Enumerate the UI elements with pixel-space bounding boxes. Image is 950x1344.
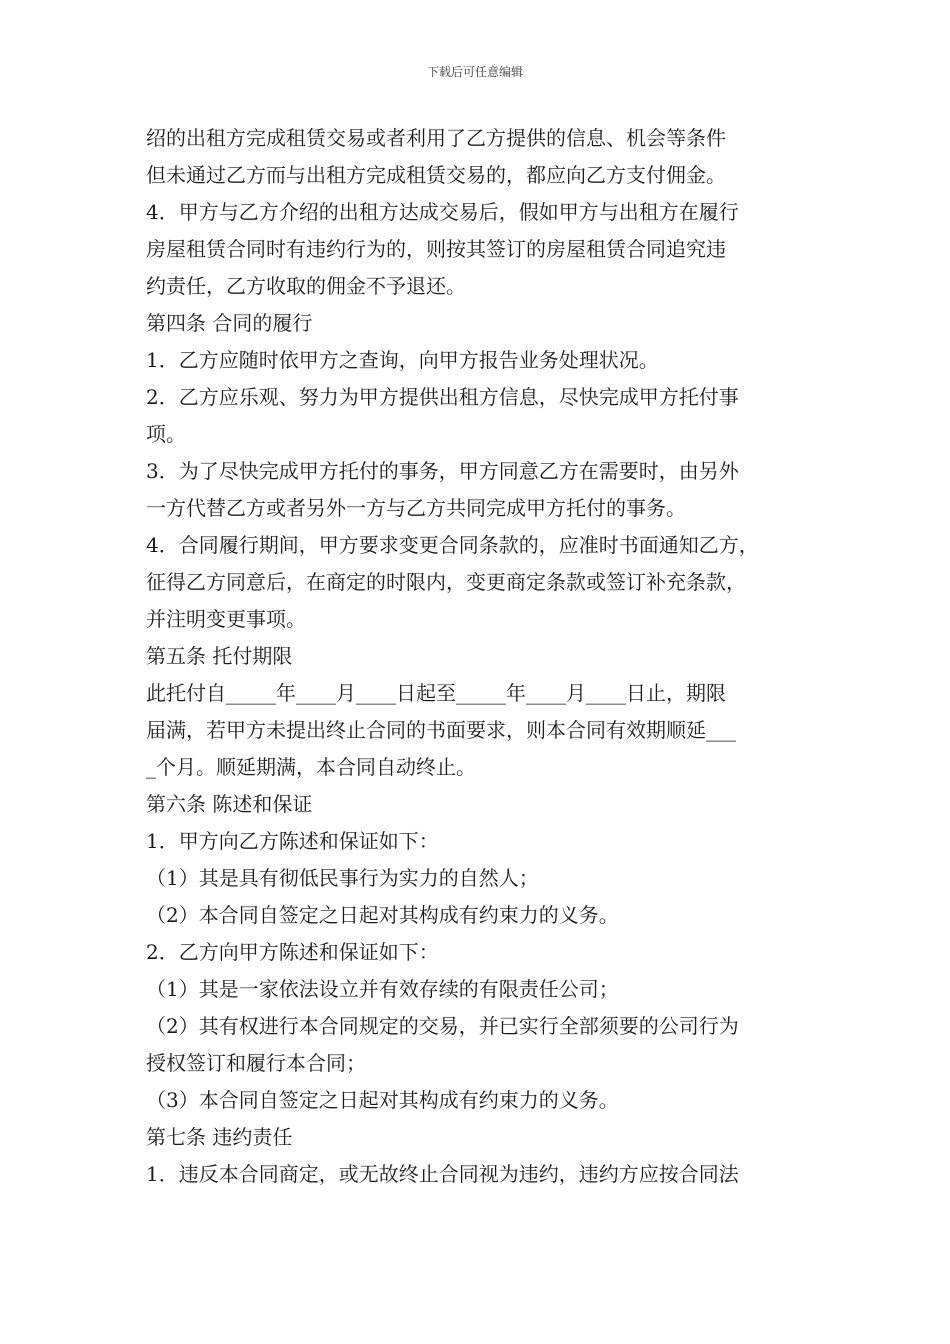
body-line: 项。 xyxy=(146,422,186,446)
body-line: 3．为了尽快完成甲方托付的事务，甲方同意乙方在需要时，由另外 xyxy=(146,459,739,483)
document-body xyxy=(146,120,816,1193)
body-line: 此托付自_____年____月____日起至_____年____月____日止，期限 xyxy=(146,681,726,705)
body-line: 1．违反本合同商定，或无故终止合同视为违约，违约方应按合同法 xyxy=(146,1162,739,1186)
body-line: 征得乙方同意后，在商定的时限内，变更商定条款或签订补充条款， xyxy=(146,570,746,594)
body-line: 约责任，乙方收取的佣金不予退还。 xyxy=(146,274,466,298)
body-line: 4．甲方与乙方介绍的出租方达成交易后，假如甲方与出租方在履行 xyxy=(146,200,739,224)
page-header: 下载后可任意编辑 xyxy=(426,65,523,79)
body-line: （1）其是一家依法设立并有效存续的有限责任公司； xyxy=(146,977,619,1001)
section-heading: 第五条 托付期限 xyxy=(146,644,293,668)
body-line: _个月。顺延期满，本合同自动终止。 xyxy=(146,755,476,779)
body-line: 4．合同履行期间，甲方要求变更合同条款的，应准时书面通知乙方， xyxy=(146,533,759,557)
section-heading: 第七条 违约责任 xyxy=(146,1125,293,1149)
body-line: 1．甲方向乙方陈述和保证如下： xyxy=(146,829,439,853)
body-line: （2）其有权进行本合同规定的交易，并已实行全部须要的公司行为 xyxy=(146,1014,739,1038)
body-line: 一方代替乙方或者另外一方与乙方共同完成甲方托付的事务。 xyxy=(146,496,686,520)
body-line: （1）其是具有彻低民事行为实力的自然人； xyxy=(146,866,539,890)
section-heading: 第六条 陈述和保证 xyxy=(146,792,313,816)
body-line: 届满，若甲方未提出终止合同的书面要求，则本合同有效期顺延___ xyxy=(146,718,736,742)
body-line: 2．乙方应乐观、努力为甲方提供出租方信息，尽快完成甲方托付事 xyxy=(146,385,739,409)
body-line: （2）本合同自签定之日起对其构成有约束力的义务。 xyxy=(146,903,619,927)
body-line: 并注明变更事项。 xyxy=(146,607,306,631)
body-line: （3）本合同自签定之日起对其构成有约束力的义务。 xyxy=(146,1088,619,1112)
body-line: 授权签订和履行本合同； xyxy=(146,1051,366,1075)
body-line: 绍的出租方完成租赁交易或者利用了乙方提供的信息、机会等条件 xyxy=(146,126,726,150)
body-line: 房屋租赁合同时有违约行为的，则按其签订的房屋租赁合同追究违 xyxy=(146,237,726,261)
body-line: 但未通过乙方而与出租方完成租赁交易的，都应向乙方支付佣金。 xyxy=(146,163,726,187)
body-line: 2．乙方向甲方陈述和保证如下： xyxy=(146,940,439,964)
body-line: 1．乙方应随时依甲方之查询，向甲方报告业务处理状况。 xyxy=(146,348,659,372)
section-heading: 第四条 合同的履行 xyxy=(146,311,313,335)
